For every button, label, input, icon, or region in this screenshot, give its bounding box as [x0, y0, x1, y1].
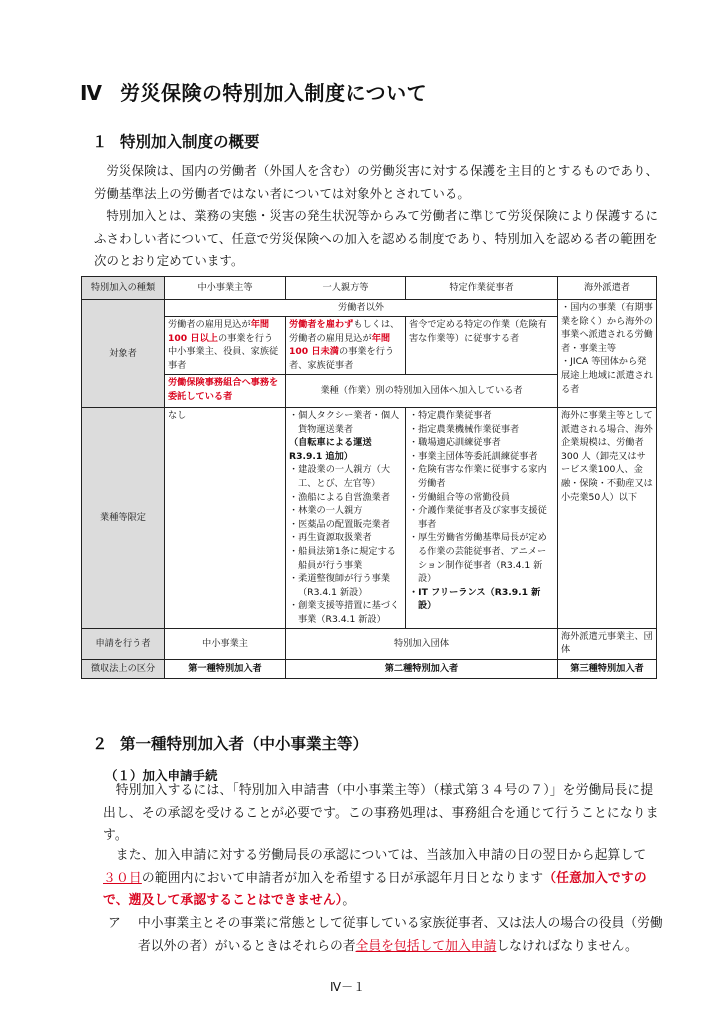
item-a-text-1: 中小事業主とその事業に常態として従事している家族従事者、又は法人の場合の役員（労働者以外の者）がいるときはそれらの者 — [138, 916, 663, 954]
tokutei-industry-item: ・指定農業機械作業従事者 — [409, 423, 520, 435]
hitori-industry-item: ・創業支援等措置に基づく事業（R3.4.1 新設） — [289, 600, 400, 625]
header-type: 特別加入の種類 — [82, 277, 165, 300]
kaigai-target-item: ・JICA 等団体から発展途上地域に派遣される者 — [561, 356, 653, 395]
section1-number: １ — [92, 133, 108, 151]
header-chusho: 中小事業主等 — [165, 277, 286, 300]
cell-tokutei-industry — [406, 408, 558, 629]
chapter-title: 労災保険の特別加入制度について — [120, 81, 428, 105]
chusho-target-highlight: 年間 100 日以上 — [168, 319, 270, 344]
section2-title: 第一種特別加入者（中小事業主等） — [120, 735, 369, 753]
section2-paragraph-2 — [103, 845, 659, 913]
para2-text: また、加入申請に対する労働局長の承認については、当該加入申請の日の翌日から起算して — [115, 848, 647, 863]
tokutei-industry-item: ・介護作業従事者及び家事支援従事者 — [409, 505, 547, 530]
kaigai-target-item: ・国内の事業（有期事業を除く）から海外の事業へ派遣される労働者・事業主等 — [561, 302, 653, 354]
cell-applicant-kaigai: 海外派遣元事業主、団体 — [558, 628, 657, 659]
item-a — [108, 913, 664, 958]
chusho-target-text: 労働者の雇用見込が — [168, 319, 251, 330]
chusho-target-text-2: の事業を行う中小事業主、役員、家族従事者 — [168, 332, 279, 371]
tokutei-industry-item: ・危険有害な作業に従事する家内労働者 — [409, 464, 547, 489]
tokutei-industry-item: ・労働組合等の常勤役員 — [409, 491, 511, 503]
chapter-number: Ⅳ — [80, 81, 103, 105]
subsection-heading: （１）加入申請手続 — [105, 768, 218, 783]
cell-tokutei-target: 省令で定める特定の作業（危険有害な作業等）に従事する者 — [406, 317, 558, 375]
item-a-text-2: しなければなりません。 — [496, 938, 638, 954]
cell-jimu-kumiai — [165, 375, 286, 408]
section1-paragraph-2: 特別加入とは、業務の実態・災害の発生状況等からみて労働者に準じて労災保険により保護するにふさわしい者について、任意で労災保険への加入を認める制度であり、特別加入を認める者の範囲を次のとおり定めています。 — [94, 208, 659, 268]
table-row-industry — [82, 408, 657, 629]
special-enrollment-table — [81, 276, 657, 679]
cell-class-2: 第二種特別加入者 — [286, 659, 558, 678]
cell-chusho-industry: なし — [165, 408, 286, 629]
section1-title: 特別加入制度の概要 — [120, 133, 260, 151]
cell-class-1: 第一種特別加入者 — [165, 659, 286, 678]
hitori-industry-item: ・医薬品の配置販売業者 — [289, 518, 391, 530]
cell-hitori-target — [286, 317, 406, 375]
hitori-industry-item: ・柔道整復師が行う事業（R3.4.1 新設） — [289, 573, 391, 598]
cell-applicant-chusho: 中小事業主 — [165, 628, 286, 659]
para2-underlined: ３０日 — [103, 870, 142, 886]
row-label-target: 対象者 — [82, 300, 165, 408]
tokutei-industry-item: ・厚生労働省労働基準局長が定める作業の芸能従事者、アニメーション制作従事者（R3.4.1 新設） — [409, 532, 547, 585]
cell-dantai-target: 業種（作業）別の特別加入団体へ加入している者 — [286, 375, 558, 408]
table-row-target-1 — [82, 300, 657, 317]
section2-paragraph-1: 特別加入するには、「特別加入申請書（中小事業主等）（様式第３４号の７）」を労働局長に提出し、その承認を受けることが必要です。この事務処理は、事務組合を通じて行うことになります。 — [103, 783, 659, 843]
item-a-underlined: 全員を包括して加入申請 — [355, 938, 497, 954]
section1-heading — [92, 130, 260, 152]
para2-highlight: （任意加入ですので、遡及して承認することはできません） — [103, 870, 647, 908]
hitori-industry-item: ・漁船による自営漁業者 — [289, 491, 391, 503]
section1-paragraph-1: 労災保険は、国内の労働者（外国人を含む）の労働災害に対する保護を主目的とするものであり、労働基準法上の労働者ではない者については対象外とされている。 — [94, 163, 659, 201]
jimu-kumiai-highlight: 労働保険事務組合へ事務を委託している者 — [168, 377, 279, 402]
table-row-class — [82, 659, 657, 678]
row-label-class: 徴収法上の区分 — [82, 659, 165, 678]
hitori-target-highlight-1: 労働者を雇わず — [289, 319, 354, 330]
header-hitori: 一人親方等 — [286, 277, 406, 300]
section2-number: ２ — [92, 735, 108, 753]
tokutei-industry-item: ・特定農作業従事者 — [409, 410, 492, 421]
cell-chusho-target — [165, 317, 286, 375]
cell-hitori-industry — [286, 408, 406, 629]
item-a-mark: ア — [108, 916, 121, 931]
para2-text-2: の範囲内において申請者が加入を希望する日が承認年月日となります — [141, 870, 544, 886]
chapter-heading — [80, 77, 427, 106]
hitori-industry-item: （自転車による運送 R3.9.1 追加） — [289, 437, 372, 462]
row-label-applicant: 申請を行う者 — [82, 628, 165, 659]
item-a-text — [108, 913, 664, 958]
cell-kaigai-industry: 海外に事業主等として派遣される場合、海外企業規模は、労働者 300 人（卸売又はサービス業100人、金融・保険・不動産又は小売業50人）以下 — [558, 408, 657, 629]
tokutei-industry-item: ・IT フリーランス（R3.9.1 新設） — [409, 586, 541, 612]
page-number: Ⅳ－１ — [330, 980, 366, 994]
hitori-industry-item: ・建設業の一人親方（大工、とび、左官等） — [289, 464, 391, 489]
hitori-industry-item: ・個人タクシー業者・個人貨物運送業者 — [289, 410, 400, 435]
section2-heading — [92, 732, 368, 754]
tokutei-industry-item: ・事業主団体等委託訓練従事者 — [409, 450, 538, 462]
hitori-industry-item: ・再生資源取扱業者 — [289, 532, 372, 544]
hitori-target-text: もしくは、労働者の雇用見込が — [289, 319, 400, 344]
table-header-row — [82, 277, 657, 300]
hitori-industry-item: ・林業の一人親方 — [289, 505, 363, 517]
para2-end: 。 — [342, 893, 356, 908]
cell-not-worker: 労働者以外 — [165, 300, 558, 317]
hitori-industry-item: ・船員法第1条に規定する船員が行う事業 — [289, 545, 396, 571]
header-tokutei: 特定作業従事者 — [406, 277, 558, 300]
cell-kaigai-target — [558, 300, 657, 408]
header-kaigai: 海外派遣者 — [558, 277, 657, 300]
tokutei-industry-item: ・職場適応訓練従事者 — [409, 437, 501, 449]
table-row-applicant — [82, 628, 657, 659]
hitori-target-text-2: の事業を行う者、家族従事者 — [289, 346, 395, 371]
row-label-industry: 業種等限定 — [82, 408, 165, 629]
cell-class-3: 第三種特別加入者 — [558, 659, 657, 678]
cell-applicant-dantai: 特別加入団体 — [286, 628, 558, 659]
hitori-target-highlight-2: 年間 100 日未満 — [289, 332, 391, 358]
